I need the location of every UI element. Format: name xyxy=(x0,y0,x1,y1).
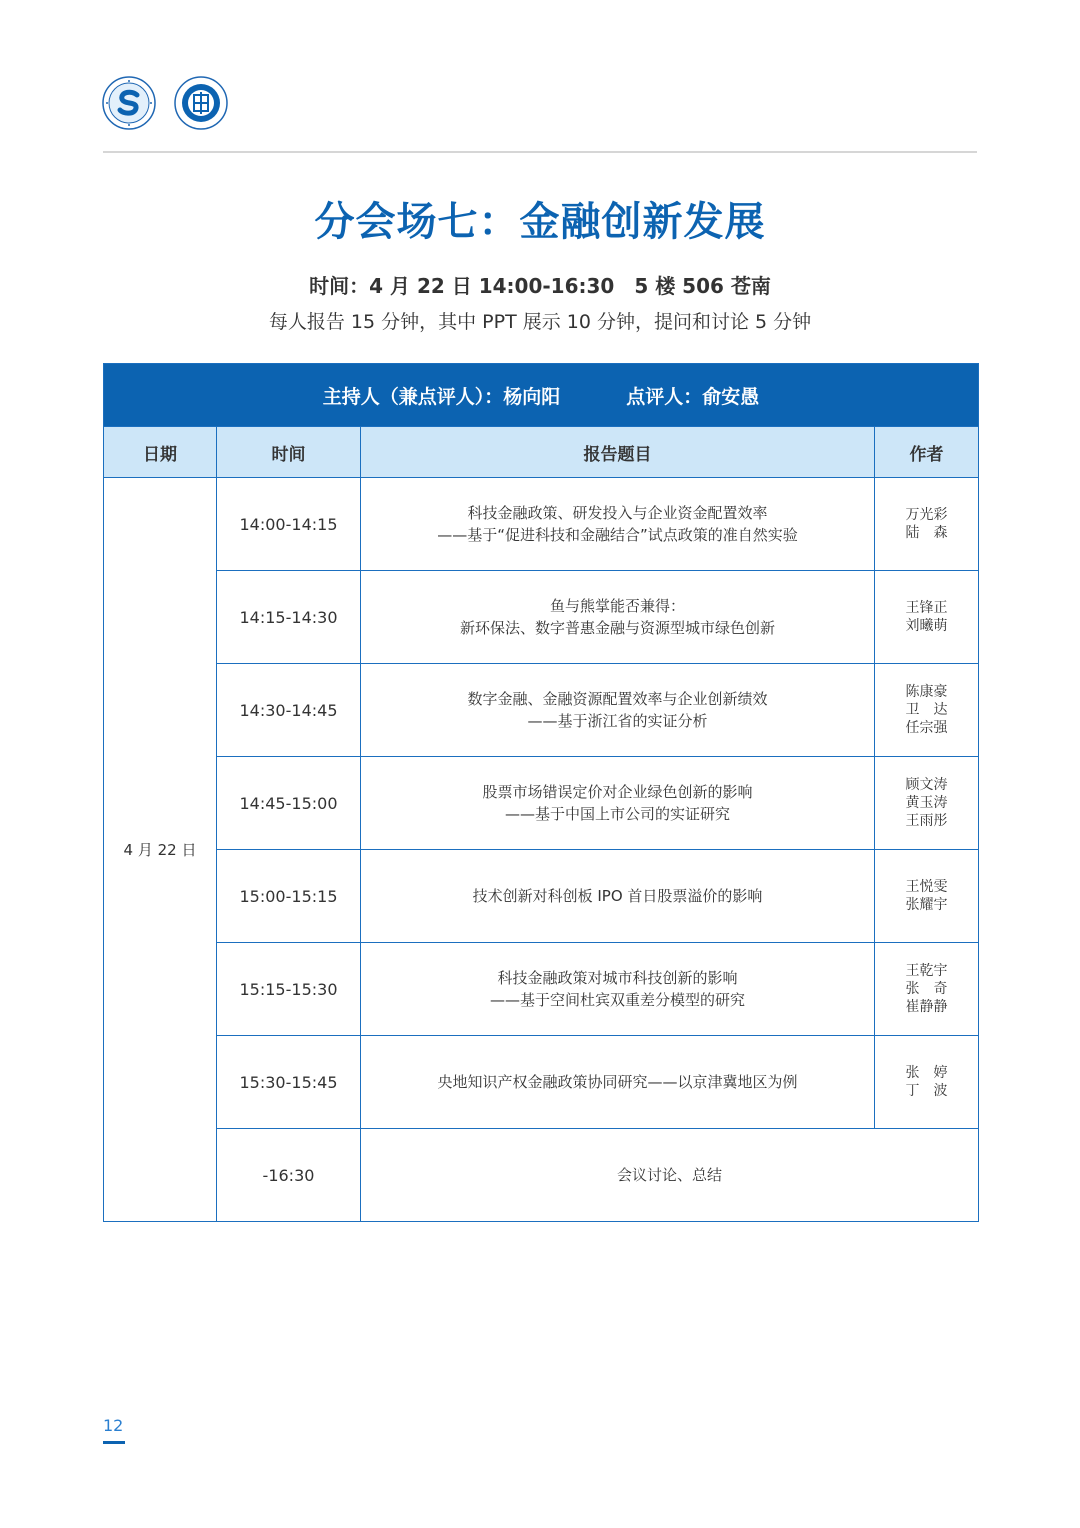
time-cell: 15:30-15:45 xyxy=(217,1036,361,1129)
seal-emblem-icon xyxy=(174,76,228,130)
host-cell xyxy=(104,364,979,427)
author-cell xyxy=(875,1036,979,1129)
author-cell xyxy=(875,757,979,850)
page-number-underline xyxy=(103,1441,125,1444)
author-name: 王乾宇 xyxy=(905,963,948,979)
author-name: 张 奇 xyxy=(905,981,948,997)
author-name: 崔静静 xyxy=(905,999,948,1015)
date-cell: 4 月 22 日 xyxy=(104,478,217,1222)
title-cell xyxy=(361,757,875,850)
host-row xyxy=(104,364,979,427)
host-label: 主持人（兼点评人）：杨向阳 xyxy=(322,385,561,408)
author-name: 王悦雯 xyxy=(905,879,948,895)
title-line: 科技金融政策、研发投入与企业资金配置效率 xyxy=(467,504,768,522)
author-cell xyxy=(875,571,979,664)
author-cell xyxy=(875,850,979,943)
table-row xyxy=(104,1036,979,1129)
table-row xyxy=(104,757,979,850)
session-time: 时间：4 月 22 日 14:00-16:30 5 楼 506 苍南 xyxy=(309,274,771,298)
closing-row xyxy=(104,1129,979,1222)
header-logos xyxy=(102,76,228,132)
author-cell xyxy=(875,664,979,757)
title-cell xyxy=(361,571,875,664)
time-cell: 14:15-14:30 xyxy=(217,571,361,664)
author-name: 王雨彤 xyxy=(905,813,948,829)
title-line: ——基于“促进科技和金融结合”试点政策的准自然实验 xyxy=(437,526,798,544)
page-number: 12 xyxy=(103,1416,124,1435)
author-name: 张耀宇 xyxy=(905,897,948,913)
time-cell: 14:45-15:00 xyxy=(217,757,361,850)
title-line: 新环保法、数字普惠金融与资源型城市绿色创新 xyxy=(459,619,775,637)
page-title: 分会场七：金融创新发展 xyxy=(314,199,766,245)
title-cell xyxy=(361,850,875,943)
title-cell xyxy=(361,943,875,1036)
table-row xyxy=(104,664,979,757)
time-cell: 14:00-14:15 xyxy=(217,478,361,571)
time-cell: 14:30-14:45 xyxy=(217,664,361,757)
title-line: ——基于中国上市公司的实证研究 xyxy=(504,805,730,823)
title-line: 科技金融政策对城市科技创新的影响 xyxy=(497,969,738,987)
university-logo xyxy=(174,76,228,130)
title-cell xyxy=(361,664,875,757)
table-row xyxy=(104,943,979,1036)
title-line: 鱼与熊掌能否兼得： xyxy=(549,597,685,615)
author-name: 王锋正 xyxy=(905,600,948,616)
header-divider xyxy=(103,151,977,153)
author-name: 任宗强 xyxy=(905,720,948,736)
title-line: 技术创新对科创板 IPO 首日股票溢价的影响 xyxy=(472,887,763,905)
reviewer-label: 点评人：俞安愚 xyxy=(626,385,760,408)
author-name: 刘曦萌 xyxy=(905,618,948,634)
header-time: 时间 xyxy=(217,427,361,478)
title-line: 央地知识产权金融政策协同研究——以京津冀地区为例 xyxy=(437,1073,798,1091)
session-note: 每人报告 15 分钟，其中 PPT 展示 10 分钟，提问和讨论 5 分钟 xyxy=(268,311,812,333)
title-line: 股票市场错误定价对企业绿色创新的影响 xyxy=(482,783,753,801)
title-cell xyxy=(361,1036,875,1129)
closing-time-cell: -16:30 xyxy=(217,1129,361,1222)
time-cell: 15:00-15:15 xyxy=(217,850,361,943)
table-row xyxy=(104,571,979,664)
author-name: 丁 波 xyxy=(905,1083,948,1099)
table-header-row xyxy=(104,427,979,478)
title-cell xyxy=(361,478,875,571)
table-row xyxy=(104,478,979,571)
header-date: 日期 xyxy=(104,427,217,478)
title-line: ——基于浙江省的实证分析 xyxy=(527,712,708,730)
author-name: 万光彩 xyxy=(905,507,948,523)
schedule-table xyxy=(103,363,979,1222)
title-line: 数字金融、金融资源配置效率与企业创新绩效 xyxy=(467,690,768,708)
author-name: 陆 森 xyxy=(905,525,948,541)
author-name: 顾文涛 xyxy=(905,777,948,793)
time-cell: 15:15-15:30 xyxy=(217,943,361,1036)
author-name: 卫 达 xyxy=(905,702,948,718)
author-cell xyxy=(875,478,979,571)
author-name: 黄玉涛 xyxy=(905,795,948,811)
s-emblem-icon xyxy=(102,76,156,130)
author-name: 陈康豪 xyxy=(905,684,948,700)
header-title: 报告题目 xyxy=(361,427,875,478)
closing-title-cell: 会议讨论、总结 xyxy=(361,1129,979,1222)
society-logo xyxy=(102,76,156,130)
author-name: 张 婷 xyxy=(905,1065,948,1081)
header-author: 作者 xyxy=(875,427,979,478)
author-cell xyxy=(875,943,979,1036)
table-row xyxy=(104,850,979,943)
title-line: ——基于空间杜宾双重差分模型的研究 xyxy=(489,991,745,1009)
